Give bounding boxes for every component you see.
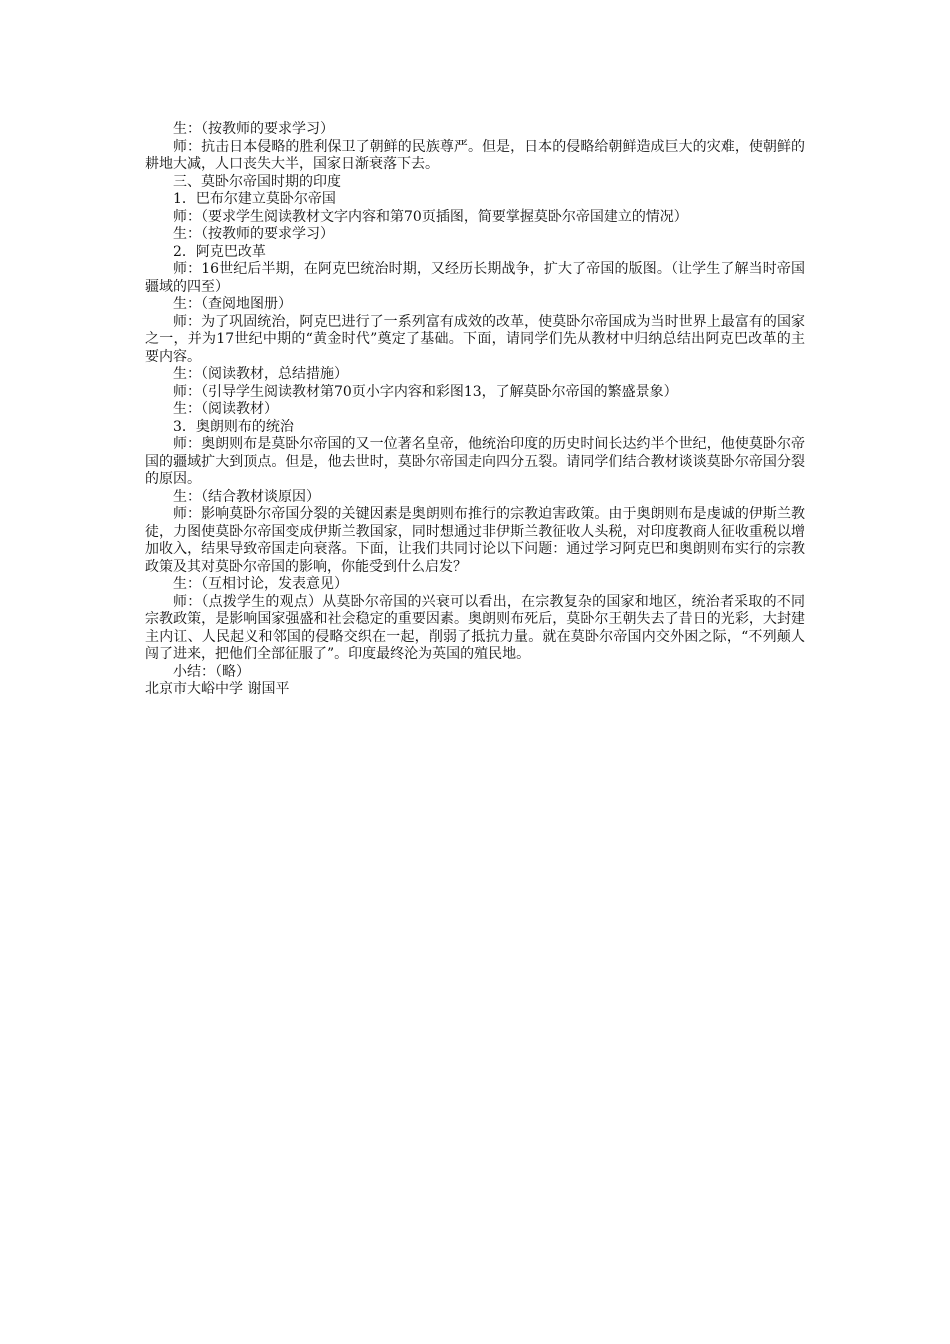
paragraph-teacher-babur: 师：（要求学生阅读教材文字内容和第70页插图，简要掌握莫卧尔帝国建立的情况） [173,208,688,225]
paragraph-student-7: 生：（互相讨论，发表意见） [173,576,348,592]
document-body [145,121,805,699]
paragraph-student-5: 生：（阅读教材） [173,401,278,417]
paragraph-student-4: 生：（阅读教材，总结措施） [173,366,348,382]
paragraph-student-6: 生：（结合教材谈原因） [173,488,320,505]
author-footer: 北京市大峪中学 谢国平 [145,681,290,697]
paragraph-teacher-korea: 师：抗击日本侵略的胜利保卫了朝鲜的民族尊严。但是，日本的侵略给朝鲜造成巨大的灾难，使朝鲜的耕地大减，人口丧失大半，国家日渐衰落下去。 [145,138,805,172]
paragraph-student-2: 生：（按教师的要求学习） [173,226,334,242]
paragraph-summary: 小结：（略） [173,663,250,680]
subheading-aurangzeb: 3．奥朗则布的统治 [173,418,294,435]
paragraph-teacher-prosperity: 师：（引导学生阅读教材第70页小字内容和彩图13，了解莫卧尔帝国的繁盛景象） [173,383,678,400]
subheading-babur: 1．巴布尔建立莫卧尔帝国 [173,191,336,207]
subheading-akbar: 2．阿克巴改革 [173,243,266,260]
section-heading-mughal: 三、莫卧尔帝国时期的印度 [173,173,341,190]
paragraph-teacher-aurangzeb: 师：奥朗则布是莫卧尔帝国的又一位著名皇帝，他统治印度的历史时间长达约半个世纪，他使莫卧尔帝国的疆域扩大到顶点。但是，他去世时，莫卧尔帝国走向四分五裂。请同学们结合教材谈谈莫卧尔帝国分裂的原因。 [145,436,805,487]
paragraph-teacher-akbar-reform: 师：为了巩固统治，阿克巴进行了一系列富有成效的改革，使莫卧尔帝国成为当时世界上最富有的国家之一，并为17世纪中期的“黄金时代”奠定了基础。下面，请同学们先从教材中归纳总结出阿克巴改革的主要内容。 [145,313,805,365]
paragraph-teacher-akbar-territory: 师：16世纪后半期，在阿克巴统治时期，又经历长期战争，扩大了帝国的版图。（让学生了解当时帝国疆域的四至） [145,261,805,295]
paragraph-teacher-religion-policy: 师：影响莫卧尔帝国分裂的关键因素是奥朗则布推行的宗教迫害政策。由于奥朗则布是虔诚的伊斯兰教徒，力图使莫卧尔帝国变成伊斯兰教国家，同时想通过非伊斯兰教征收人头税，对印度教商人征收重税以增加收入，结果导致帝国走向衰落。下面，让我们共同讨论以下问题：通过学习阿克巴和奥朗则布实行的宗教政策及其对莫卧尔帝国的影响，你能受到什么启发？ [145,506,805,575]
paragraph-student-3: 生：（查阅地图册） [173,296,292,312]
paragraph-student-1: 生：（按教师的要求学习） [173,121,334,137]
paragraph-teacher-conclusion: 师：（点拨学生的观点）从莫卧尔帝国的兴衰可以看出，在宗教复杂的国家和地区，统治者采取的不同宗教政策，是影响国家强盛和社会稳定的重要因素。奥朗则布死后，莫卧尔王朝失去了昔日的光彩，大封建主内讧、人民起义和邻国的侵略交织在一起，削弱了抵抗力量。就在莫卧尔帝国内交外困之际，“不列颠人闯了进来，把他们全部征服了”。印度最终沦为英国的殖民地。 [145,593,805,662]
